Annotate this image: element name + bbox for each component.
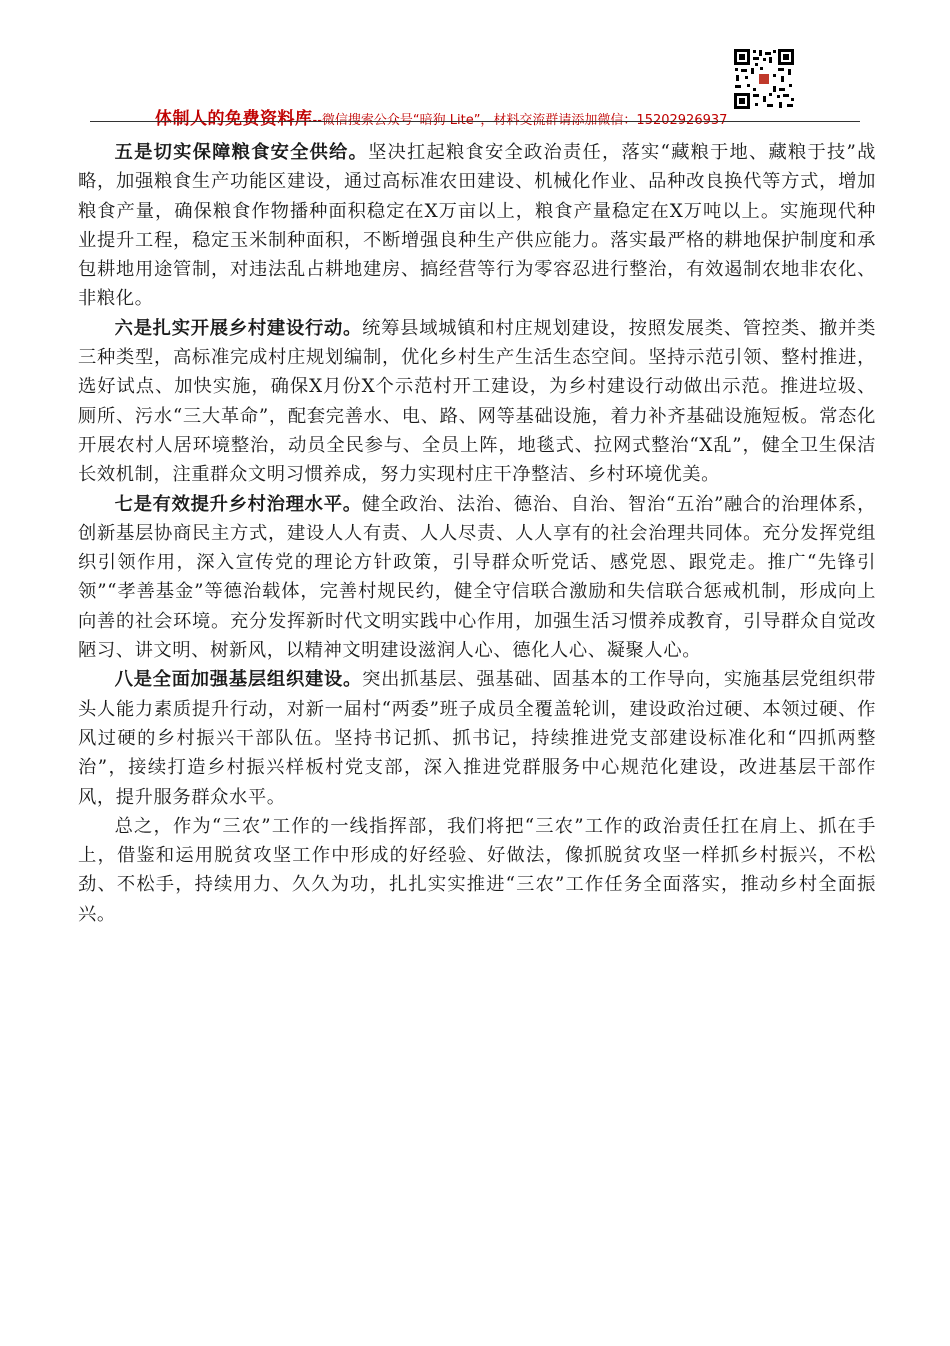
paragraph-lead: 七是有效提升乡村治理水平。	[114, 493, 362, 515]
header-text	[155, 104, 727, 129]
paragraph-body: 坚决扛起粮食安全政治责任，落实“藏粮于地、藏粮于技”战略，加强粮食生产功能区建设，通过高标准农田建设、机械化作业、品种改良换代等方式，增加粮食产量，确保粮食作物播种面积稳定在X万亩以上，粮食产量稳定在X万吨以上。实施现代种业提升工程，稳定玉米制种面积，不断增强良种生产供应能力。落实最严格的耕地保护制度和承包耕地用途管制，对违法乱占耕地建房、搞经营等行为零容忍进行整治，有效遏制农地非农化、非粮化。	[78, 142, 876, 310]
paragraph-body: 统筹县域城镇和村庄规划建设，按照发展类、管控类、撤并类三种类型，高标准完成村庄规划编制，优化乡村生产生活生态空间。坚持示范引领、整村推进，选好试点、加快实施，确保X月份X个示范村开工建设，为乡村建设行动做出示范。推进垃圾、厕所、污水“三大革命”，配套完善水、电、路、网等基础设施，着力补齐基础设施短板。常态化开展农村人居环境整治，动员全民参与、全员上阵，地毯式、拉网式整治“X乱”，健全卫生保洁长效机制，注重群众文明习惯养成，努力实现村庄干净整洁、乡村环境优美。	[78, 317, 876, 486]
page-header	[95, 48, 855, 129]
paragraph-body: 突出抓基层、强基础、固基本的工作导向，实施基层党组织带头人能力素质提升行动，对新一届村“两委”班子成员全覆盖轮训，建设政治过硬、本领过硬、作风过硬的乡村振兴干部队伍。坚持书记抓、抓书记，持续推进党支部建设标准化和“四抓两整治”，接续打造乡村振兴样板村党支部，深入推进党群服务中心规范化建设，改进基层干部作风，提升服务群众水平。	[78, 669, 876, 808]
header-divider	[90, 121, 860, 122]
qr-code-icon	[733, 48, 795, 110]
paragraph-grain-security	[78, 138, 876, 314]
brand-title: 体制人的免费资料库	[155, 109, 313, 129]
paragraph-body: 总之，作为“三农”工作的一线指挥部，我们将把“三农”工作的政治责任扛在肩上、抓在手上，借鉴和运用脱贫攻坚工作中形成的好经验、好做法，像抓脱贫攻坚一样抓乡村振兴，不松劲、不松手，持续用力、久久为功，扎扎实实推进“三农”工作任务全面落实，推动乡村全面振兴。	[78, 815, 876, 925]
paragraph-lead: 六是扎实开展乡村建设行动。	[114, 317, 363, 339]
paragraph-conclusion	[78, 812, 876, 929]
paragraph-lead: 八是全面加强基层组织建设。	[114, 669, 363, 691]
document-body	[78, 138, 876, 929]
header-subtitle: --微信搜索公众号“暗狗 Lite”，材料交流群请添加微信：15202926937	[312, 113, 728, 128]
paragraph-rural-governance	[78, 490, 876, 666]
paragraph-body: 健全政治、法治、德治、自治、智治“五治”融合的治理体系，创新基层协商民主方式，建设人人有责、人人尽责、人人享有的社会治理共同体。充分发挥党组织引领作用，深入宣传党的理论方针政策，引导群众听党话、感党恩、跟党走。推广“先锋引领”“孝善基金”等德治载体，完善村规民约，健全守信联合激励和失信联合惩戒机制，形成向上向善的社会环境。充分发挥新时代文明实践中心作用，加强生活习惯养成教育，引导群众自觉改陋习、讲文明、树新风，以精神文明建设滋润人心、德化人心、凝聚人心。	[78, 493, 876, 662]
paragraph-lead: 五是切实保障粮食安全供给。	[114, 142, 369, 163]
paragraph-rural-construction	[78, 314, 876, 490]
paragraph-grassroots-organization	[78, 665, 876, 811]
